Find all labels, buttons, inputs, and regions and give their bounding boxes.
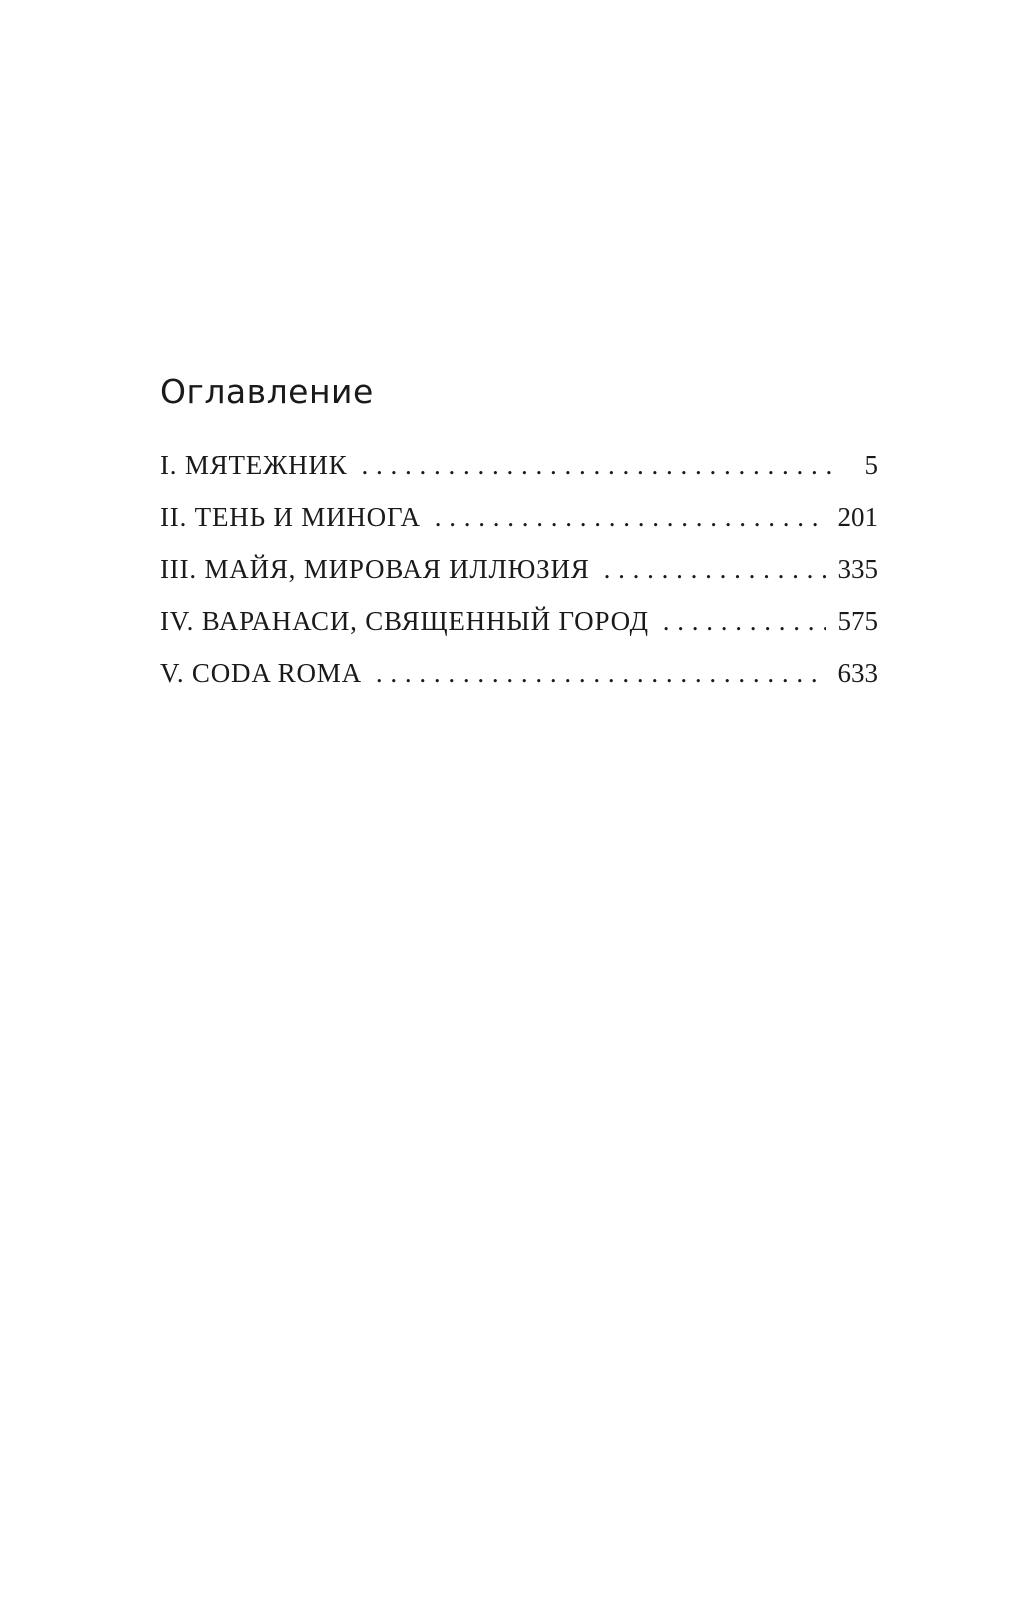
toc-page-number: 575 — [837, 606, 878, 636]
toc-heading: Оглавление — [160, 372, 374, 411]
toc-list — [160, 450, 878, 710]
toc-entry[interactable] — [160, 450, 878, 502]
toc-entry-title: II. ТЕНЬ И МИНОГА — [160, 502, 421, 532]
dot-leader — [604, 554, 826, 585]
toc-entry[interactable] — [160, 502, 878, 554]
toc-entry-title: III. МАЙЯ, МИРОВАЯ ИЛЛЮЗИЯ — [160, 554, 590, 584]
toc-entry[interactable] — [160, 554, 878, 606]
dot-leader — [362, 450, 837, 481]
toc-page-number: 335 — [837, 554, 878, 584]
toc-entry[interactable] — [160, 658, 878, 710]
toc-page-number: 201 — [837, 502, 878, 532]
table-of-contents — [160, 370, 878, 710]
toc-entry-title: IV. ВАРАНАСИ, СВЯЩЕННЫЙ ГОРОД — [160, 606, 649, 636]
dot-leader — [376, 658, 826, 689]
dot-leader — [435, 502, 826, 533]
toc-page-number: 5 — [864, 450, 878, 480]
toc-entry-title: I. МЯТЕЖНИК — [160, 450, 348, 480]
toc-page-number: 633 — [837, 658, 878, 688]
toc-entry[interactable] — [160, 606, 878, 658]
toc-entry-title: V. CODA ROMA — [160, 658, 362, 688]
dot-leader — [663, 606, 826, 637]
